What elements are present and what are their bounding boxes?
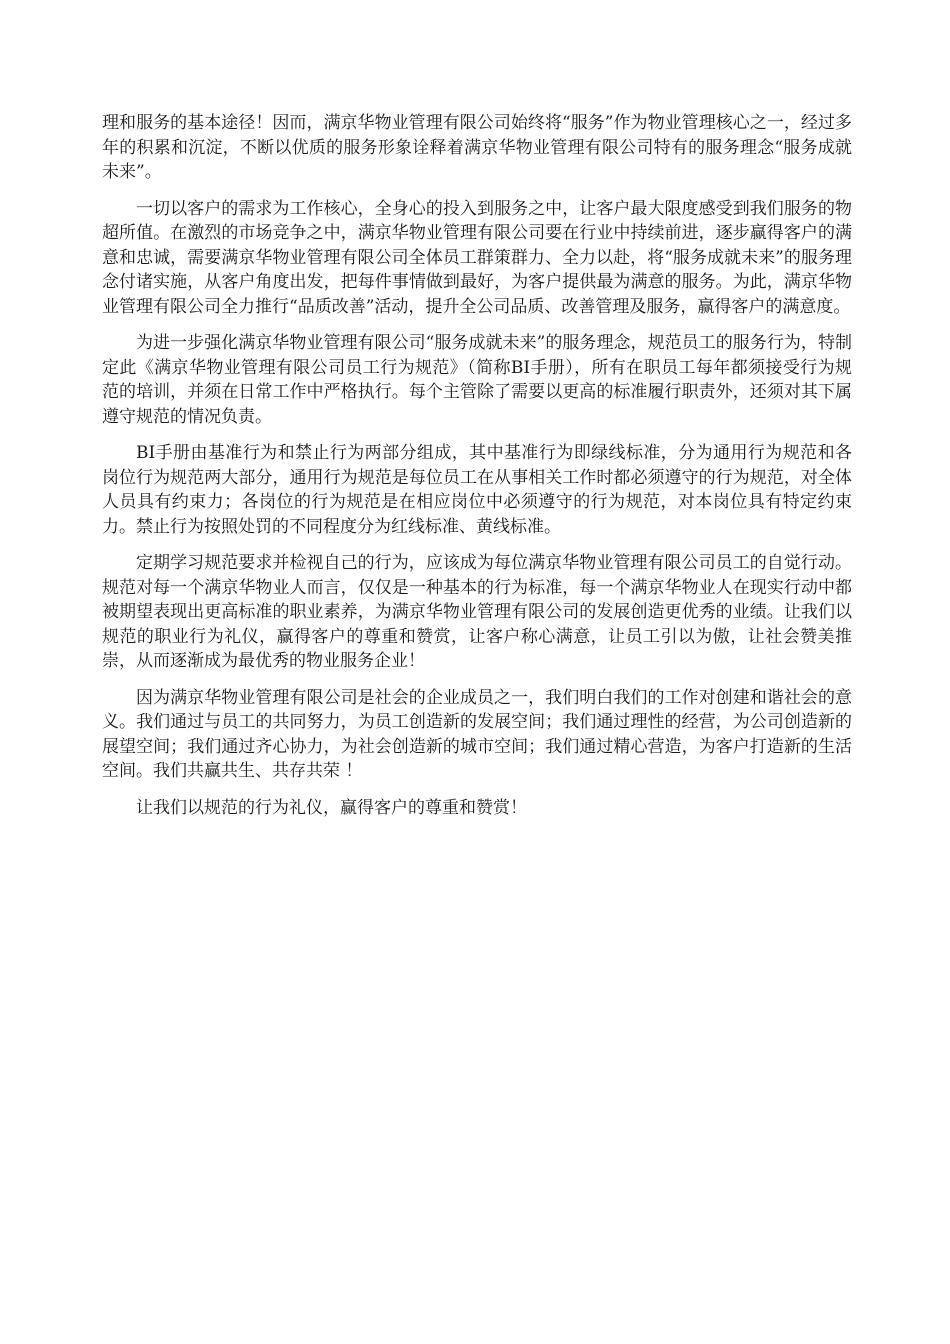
paragraph-1: 理和服务的基本途径！因而，满京华物业管理有限公司始终将“服务”作为物业管理核心之一，经过多年的积累和沉淀，不断以优质的服务形象诠释着满京华物业管理有限公司特有的服务理念“服务成就未来”。 bbox=[102, 113, 852, 182]
document-body bbox=[102, 111, 852, 832]
paragraph-6: 因为满京华物业管理有限公司是社会的企业成员之一，我们明白我们的工作对创建和谐社会的意义。我们通过与员工的共同努力，为员工创造新的发展空间；我们通过理性的经营，为公司创造新的展望空间；我们通过齐心协力，为社会创造新的城市空间；我们通过精心营造，为客户打造新的生活空间。我们共赢共生、共存共荣 ！ bbox=[102, 687, 852, 781]
paragraph-5: 定期学习规范要求并检视自己的行为，应该成为每位满京华物业管理有限公司员工的自觉行动。规范对每一个满京华物业人而言，仅仅是一种基本的行为标准，每一个满京华物业人在现实行动中都被期望表现出更高标准的职业素养，为满京华物业管理有限公司的发展创造更优秀的业绩。让我们以规范的职业行为礼仪，赢得客户的尊重和赞赏，让客户称心满意，让员工引以为傲，让社会赞美推崇，从而逐渐成为最优秀的物业服务企业！ bbox=[102, 553, 852, 671]
paragraph-2: 一切以客户的需求为工作核心，全身心的投入到服务之中，让客户最大限度感受到我们服务的物超所值。在激烈的市场竞争之中，满京华物业管理有限公司要在行业中持续前进，逐步赢得客户的满意和忠诚，需要满京华物业管理有限公司全体员工群策群力、全力以赴，将“服务成就未来”的服务理念付诸实施，从客户角度出发，把每件事情做到最好，为客户提供最为满意的服务。为此，满京华物业管理有限公司全力推行“品质改善”活动，提升全公司品质、改善管理及服务，赢得客户的满意度。 bbox=[102, 198, 852, 317]
paragraph-4: BI手册由基准行为和禁止行为两部分组成，其中基准行为即绿线标准，分为通用行为规范和各岗位行为规范两大部分，通用行为规范是每位员工在从事相关工作时都必须遵守的行为规范，对全体人员具有约束力；各岗位的行为规范是在相应岗位中必须遵守的行为规范，对本岗位具有特定约束力。禁止行为按照处罚的不同程度分为红线标准、黄线标准。 bbox=[102, 443, 852, 537]
paragraph-7: 让我们以规范的行为礼仪，赢得客户的尊重和赞赏！ bbox=[136, 797, 527, 818]
paragraph-3: 为进一步强化满京华物业管理有限公司“服务成就未来”的服务理念，规范员工的服务行为，特制定此《满京华物业管理有限公司员工行为规范》（简称BI手册），所有在职员工每年都须接受行为规范的培训，并须在日常工作中严格执行。每个主管除了需要以更高的标准履行职责外，还须对其下属遵守规范的情况负责。 bbox=[102, 333, 852, 427]
